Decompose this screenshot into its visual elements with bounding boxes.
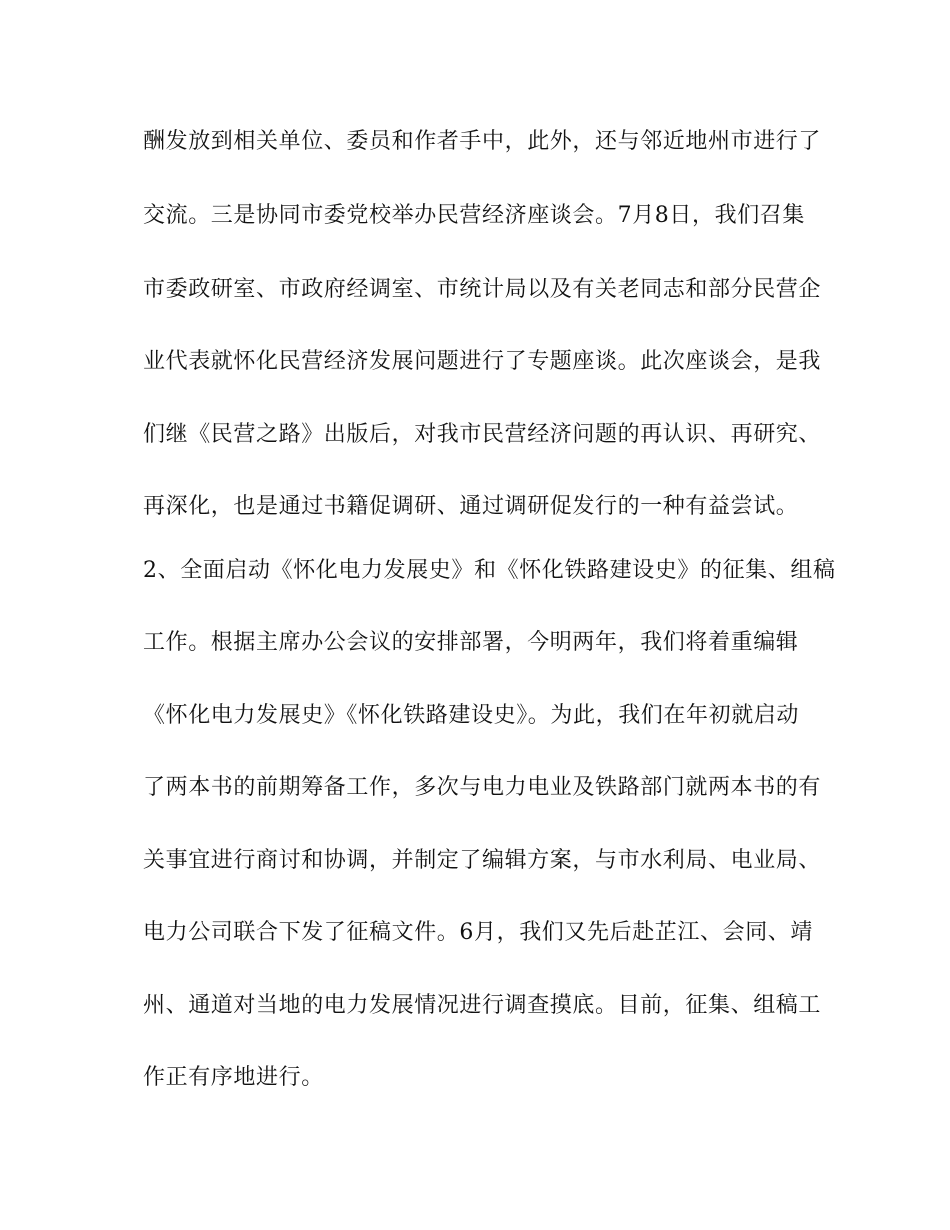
text-line: 业代表就怀化民营经济发展问题进行了专题座谈。此次座谈会，是我 — [143, 349, 822, 374]
text-line: 工作。根据主席办公会议的安排部署，今明两年，我们将着重编辑 — [143, 630, 799, 655]
text-line: 了两本书的前期筹备工作，多次与电力电业及铁路部门就两本书的有 — [143, 775, 822, 800]
text-line: 市委政研室、市政府经调室、市统计局以及有关老同志和部分民营企 — [143, 277, 822, 302]
text-line: 再深化，也是通过书籍促调研、通过调研促发行的一种有益尝试。 — [143, 494, 799, 519]
text-line: 关事宜进行商讨和协调，并制定了编辑方案，与市水利局、电业局、 — [143, 848, 822, 873]
text-line: 《怀化电力发展史》《怀化铁路建设史》。为此，我们在年初就启动 — [143, 703, 800, 728]
text-line: 们继《民营之路》出版后，对我市民营经济问题的再认识、再研究、 — [143, 422, 822, 447]
text-line: 作正有序地进行。 — [143, 1065, 324, 1090]
text-line: 2、全面启动《怀化电力发展史》和《怀化铁路建设史》的征集、组稿 — [143, 558, 836, 583]
text-line: 交流。三是协同市委党校举办民营经济座谈会。7月8日，我们召集 — [143, 203, 805, 228]
text-line: 电力公司联合下发了征稿文件。6月，我们又先后赴芷江、会同、靖 — [143, 920, 813, 945]
text-line: 酬发放到相关单位、委员和作者手中，此外，还与邻近地州市进行了 — [143, 129, 822, 154]
text-line: 州、通道对当地的电力发展情况进行调查摸底。目前，征集、组稿工 — [143, 993, 822, 1018]
